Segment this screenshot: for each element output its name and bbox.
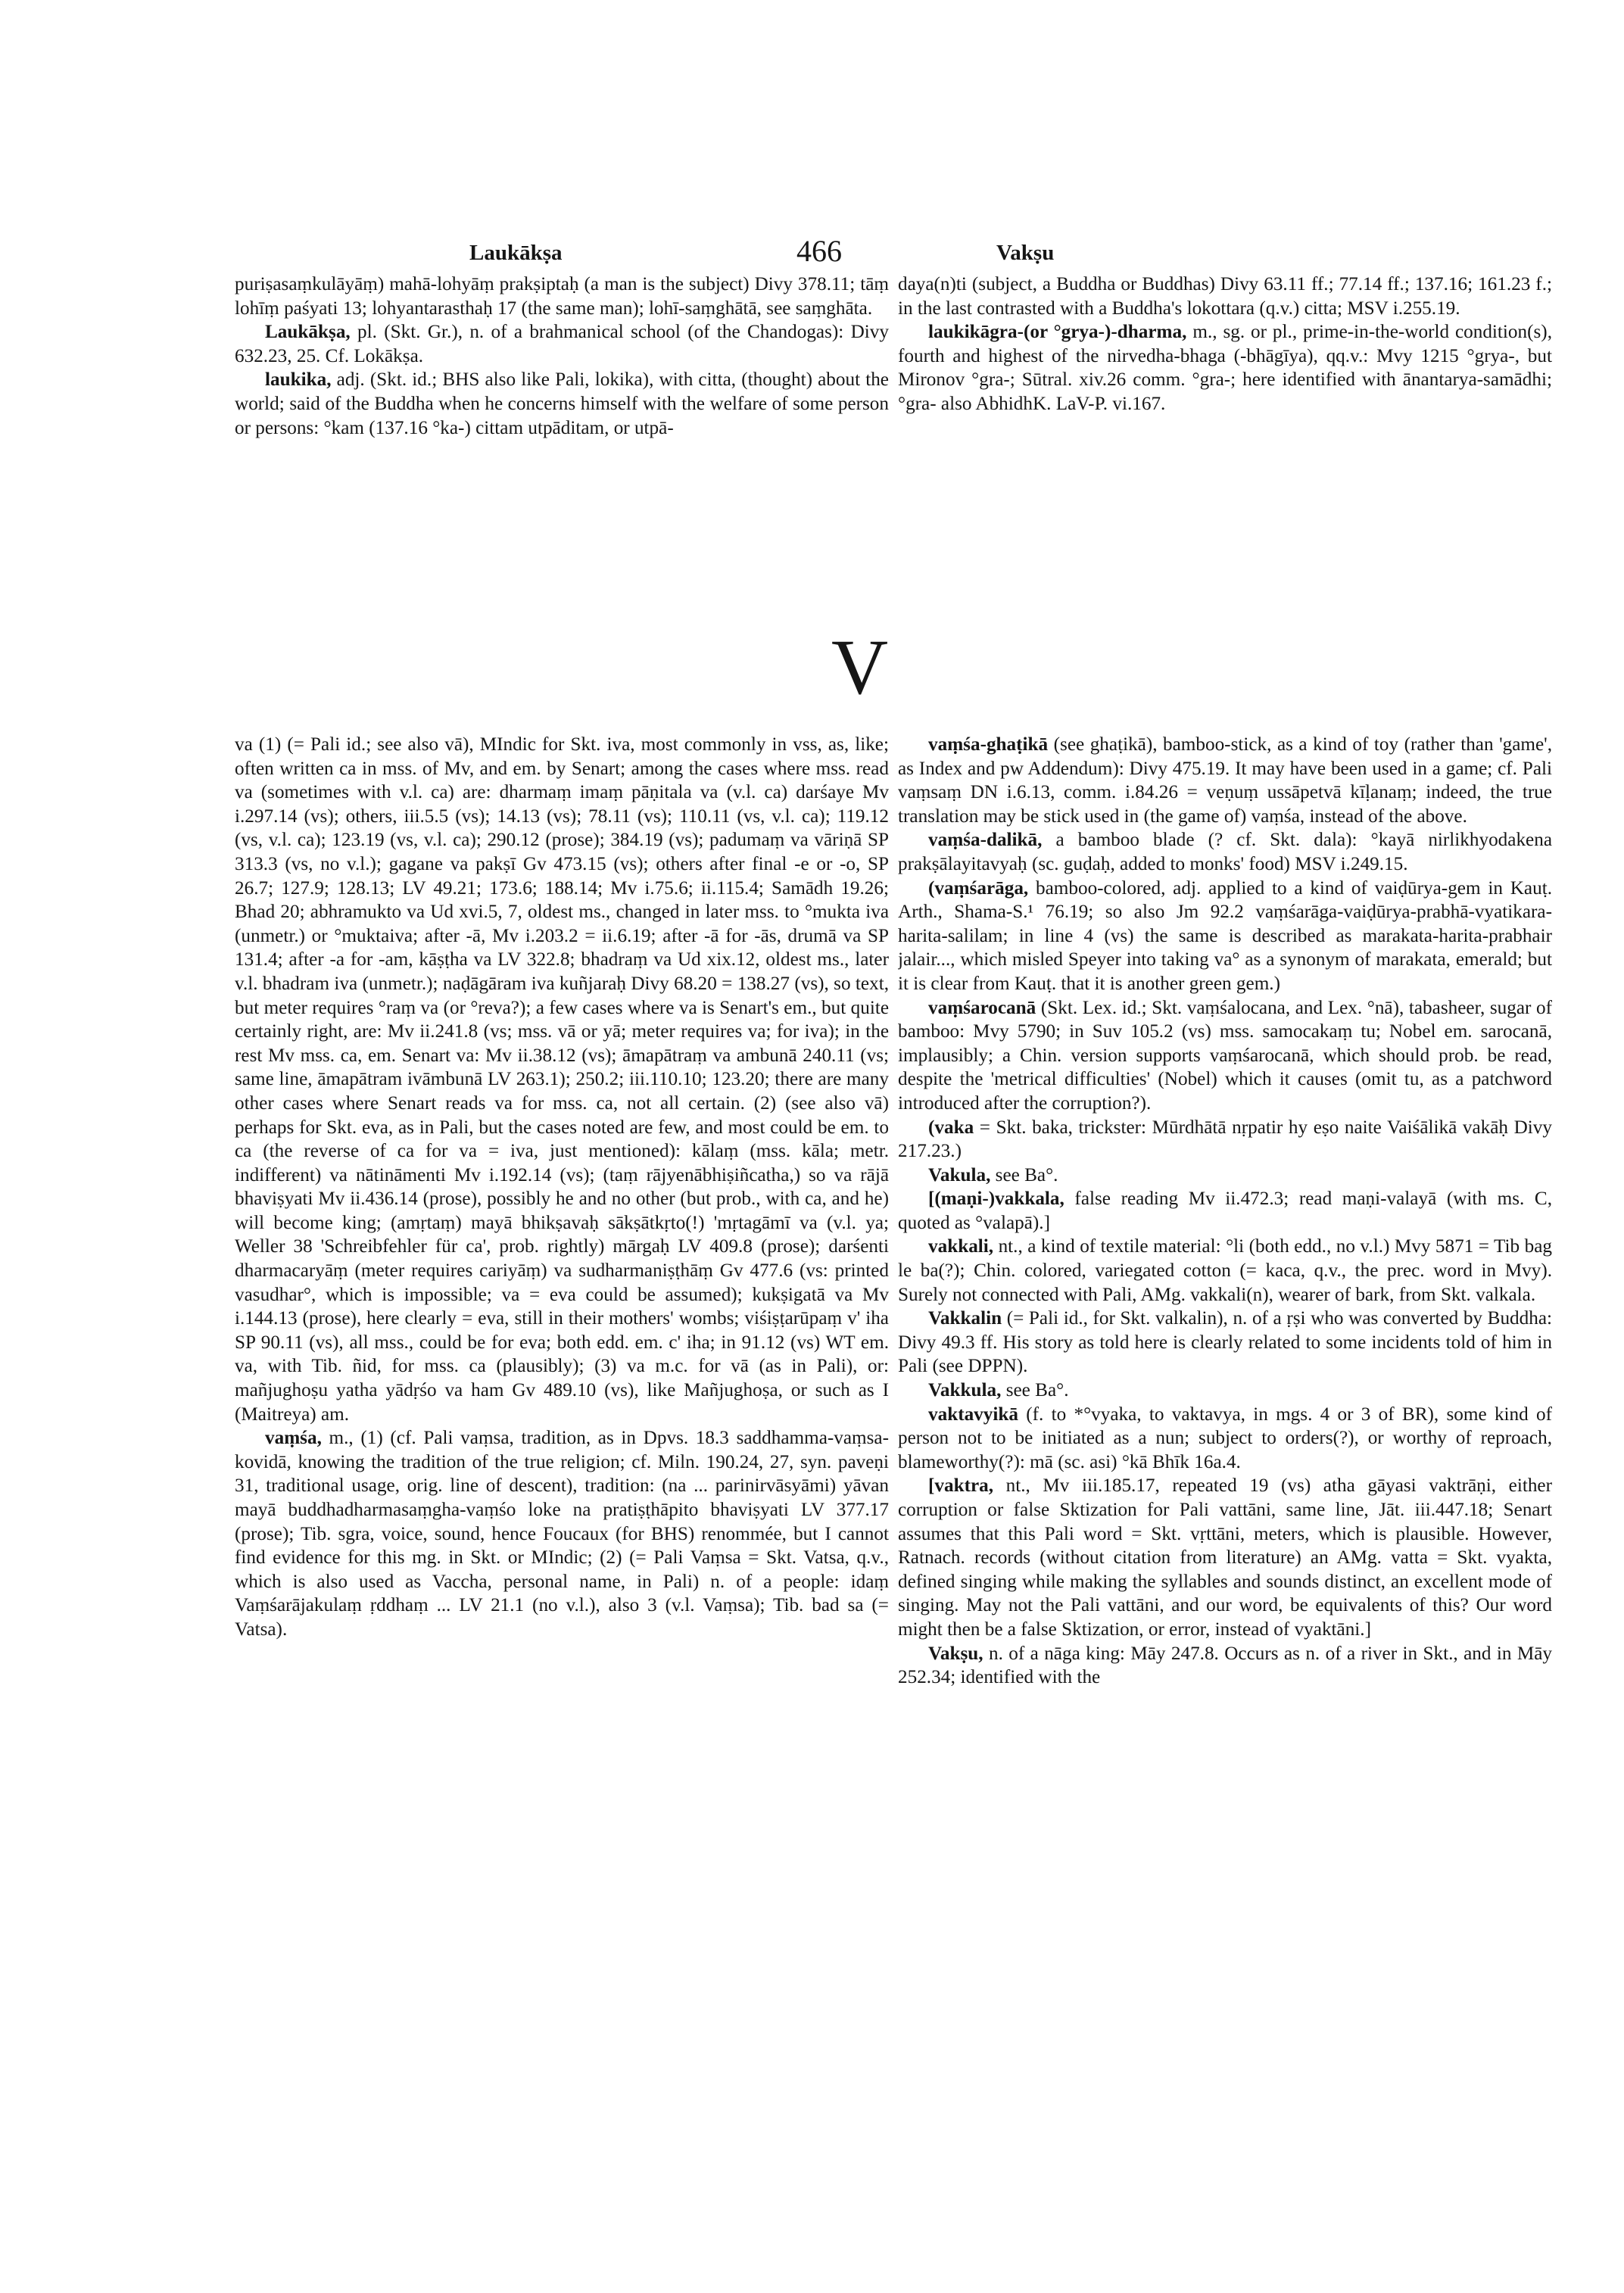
entry-body: nt., Mv iii.185.17, repeated 19 (vs) atha gāyasi vaktrāṇi, either corruption or false Sktization for Pali vattāni, same line, Jāt. iii.447.18; Senart assumes that this Pali word = Skt. vṛttāni, meters, which is plausible. However, Ratnach. records (without citation from literature) an AMg. vatta = Skt. vyakta, defined singing while making the syllables and sounds distinct, an excellent mode of singing. May not the Pali vattāni, and our word, be equivalents of this? Our word might then be a false Sktization, or error, instead of vyaktāni.] [898,1475,1552,1640]
dictionary-entry [898,1307,1552,1379]
entry-body: va (1) (= Pali id.; see also vā), MIndic for Skt. iva, most commonly in vss, as, like; often written ca in mss. of Mv, and em. by Senart; among the cases where mss. read va (sometimes with v.l. ca) are: dharmaṃ imaṃ pāṇitala va (v.l. ca) darśaye Mv i.297.14 (vs); others, iii.5.5 (vs); 14.13 (vs); 78.11 (vs); 110.11 (vs, v.l. ca); 119.12 (vs, v.l. ca); 123.19 (vs, v.l. ca); 290.12 (prose); 384.19 (vs); padumaṃ va vāriṇā SP 313.3 (vs, no v.l.); gagane va pakṣī Gv 473.15 (vs); others after final -e or -o, SP 26.7; 127.9; 128.13; LV 49.21; 173.6; 188.14; Mv i.75.6; ii.115.4; Samādh 19.26; Bhad 20; abhramukto va Ud xvi.5, 7, oldest ms., changed in later mss. to °mukta iva (unmetr.) or °muktaiva; after -ā, Mv i.203.2 = ii.6.19; after -ā for -ās, drumā va SP 131.4; after -a for -am, kāṣṭha va LV 322.8; bhadraṃ va Ud xix.12, oldest ms., later v.l. bhadram iva (unmetr.); naḍāgāram iva kuñjaraḥ Divy 68.20 = 138.27 (vs), so text, but meter requires °raṃ va (or °reva?); a few cases where va is Senart's em., but quite certainly right, are: Mv ii.241.8 (vs; mss. vā or yā; meter requires va; for iva); in the rest Mv mss. ca, em. Senart va: Mv ii.38.12 (vs); āmapātraṃ va ambunā 240.11 (vs; same line, āmapātram ivāmbunā LV 263.1); 250.2; iii.110.10; 123.20; there are many other cases where Senart reads va for mss. ca, not all certain. (2) (see also vā) perhaps for Skt. eva, as in Pali, but the cases noted are few, and most could be em. to ca (the reverse of ca for va = iva, just mentioned): kālaṃ (mss. kāla; metr. indifferent) va nātināmenti Mv i.192.14 (vs); (taṃ rājyenābhiṣiñcatha,) so va rājā bhaviṣyati Mv ii.436.14 (prose), possibly he and no other (but prob., with ca, and he) will become king; (amṛtaṃ) mayā bhikṣavaḥ sākṣātkṛto(!) 'mṛtagāmī va (v.l. ya; Weller 38 'Schreibfehler für ca', prob. rightly) mārgaḥ LV 409.8 (prose); darśenti dharmacaryāṃ (meter requires cariyāṃ) va sudharmaniṣṭhāṃ Gv 477.6 (vs: printed vasudhar°, which is impossible; va = eva could be assumed); kukṣigatā va Mv i.144.13 (prose), here clearly = eva, still in their mothers' wombs; viśiṣṭarūpaṃ v' iha SP 90.11 (vs), all mss., could be for eva; both edd. em. c' iha; in 91.12 (vs) WT em. va, with Tib. ñid, for mss. ca (plausibly); (3) va m.c. for vā (as in Pali), or: mañjughoṣu yatha yādṛśo va ham Gv 489.10 (vs), like Mañjughoṣa, or such as I (Maitreya) am. [235,734,889,1425]
entry-body: n. of a nāga king: Māy 247.8. Occurs as n. of a river in Skt., and in Māy 252.34; identified with the [898,1643,1552,1688]
entry-body: m., sg. or pl., prime-in-the-world condition(s), fourth and highest of the nirvedha-bhaga (-bhāgīya), qq.v.: Mvy 1215 °grya-, but Mironov °gra-; Sūtral. xiv.26 comm. °gra-; here identified with ānantarya-samādhi; °gra- also AbhidhK. LaV-P. vi.167. [898,322,1552,414]
entry-continuation: puriṣasaṃkulāyāṃ) mahā-lohyāṃ prakṣiptaḥ (a man is the subject) Divy 378.11; tāṃ lohīṃ paśyati 13; lohyantarasthaḥ 17 (the same man); lohī-saṃghātā, see saṃghāta. [235,274,889,319]
entry-body: m., (1) (cf. Pali vaṃsa, tradition, as in Dpvs. 18.3 saddhamma-vaṃsa-kovidā, knowing the tradition of the true religion; cf. Miln. 190.24, 27, syn. paveṇi 31, traditional usage, orig. line of descent), tradition: (na ... parinirvāsyāmi) yāvan mayā buddhadharmasaṃgha-vaṃśo loke na pratiṣṭhāpito bhaviṣyati LV 377.17 (prose); Tib. sgra, voice, sound, hence Foucaux (for BHS) renommée, but I cannot find evidence for this mg. in Skt. or MIndic; (2) (= Pali Vaṃsa = Skt. Vatsa, q.v., which is also used as Vaccha, personal name, in Pali) n. of a people: idaṃ Vaṃśarājakulaṃ ṛddhaṃ ... LV 21.1 (no v.l.), also 3 (v.l. Vaṃsa); Tib. bad sa (= Vatsa). [235,1428,889,1640]
entry-body: pl. (Skt. Gr.), n. of a brahmanical school (of the Chandogas): Divy 632.23, 25. Cf. Lokākṣa. [235,322,889,366]
running-head-left: Laukākṣa [469,241,563,265]
dictionary-entry [898,733,1552,828]
entry-body: (see ghaṭikā), bamboo-stick, as a kind of toy (rather than 'game', as Index and pw Addendum): Divy 475.19. It may have been used in a game; cf. Pali vaṃsaṃ DN i.6.13, comm. i.84.26 = veṇuṃ ussāpetvā kīḷanaṃ; indeed, the true translation may be stick used in (the game of) vaṃśa, instead of the above. [898,734,1552,827]
running-head-right: Vakṣu [996,241,1055,265]
dictionary-entry [898,1642,1552,1690]
dictionary-entry [235,368,889,440]
entry-headword: [vaktra, [928,1475,994,1497]
dictionary-entry [898,1379,1552,1403]
dictionary-entry [898,1116,1552,1164]
entry-body: see Ba°. [990,1164,1058,1185]
entry-headword: vaṃśa, [265,1428,322,1449]
entry-headword: vakkali, [928,1236,994,1257]
top-left-column [235,273,889,568]
dictionary-entry [235,1426,889,1641]
dictionary-entry [898,320,1552,416]
entry-body: see Ba°. [1001,1380,1069,1401]
dictionary-entry [898,828,1552,876]
main-right-column [898,733,1552,2133]
entry-headword: vaṃśa-ghaṭikā [928,734,1049,755]
entry-headword: Vakkalin [928,1308,1002,1329]
entry-headword: (vaṃśarāga, [928,877,1029,899]
entry-headword: [(maṇi-)vakkala, [928,1189,1064,1210]
top-right-column [898,273,1552,568]
dictionary-entry [235,733,889,1426]
entry-body: (f. to *°vyaka, to vaktavya, in mgs. 4 or 3 of BR), some kind of person not to be initiated as a nun; subject to orders(?), or worthy of reproach, blameworthy(?): mā (sc. asi) °kā Bhīk 16a.4. [898,1404,1552,1472]
entry-body: (Skt. Lex. id.; Skt. vaṃśalocana, and Lex. °nā), tabasheer, sugar of bamboo: Mvy 5790; in Suv 105.2 (vs) mss. samocakaṃ tu; Nobel em. sarocanā, implausibly; a Chin. version supports vaṃśarocanā, which should prob. be read, despite the 'metrical difficulties' (Nobel) which it causes (omit tu, as a patchword introduced after the corruption?). [898,997,1552,1114]
entry-headword: Vakkula, [928,1380,1002,1401]
entry-headword: Vakṣu, [928,1643,983,1664]
dictionary-entry [235,320,889,368]
entry-headword: (vaka [928,1117,974,1138]
dictionary-entry [898,1474,1552,1641]
dictionary-entry [898,1164,1552,1188]
entry-body: adj. (Skt. id.; BHS also like Pali, lokika), with citta, (thought) about the world; said of the Buddha when he concerns himself with the welfare of some person or persons: °kam (137.16 °ka-) cittam utpāditam, or utpā- [235,369,889,438]
dictionary-entry [898,1235,1552,1307]
dictionary-entry [898,877,1552,996]
entry-headword: laukikāgra-(or °grya-)-dharma, [928,322,1187,343]
entry-body: nt., a kind of textile material: °li (both edd., no v.l.) Mvy 5871 = Tib bag le ba(?); Chin. colored, variegated cotton (= kaca, q.v., the prec. word in Mvy). Surely not connected with Pali, AMg. vakkali(n), wearer of bark, from Skt. valkala. [898,1236,1552,1305]
entry-headword: vaṃśarocanā [928,997,1036,1018]
entry-continuation: daya(n)ti (subject, a Buddha or Buddhas) Divy 63.11 ff.; 77.14 ff.; 137.16; 161.23 f.; in the last contrasted with a Buddha's lokottara (q.v.) citta; MSV i.255.19. [898,274,1552,319]
entry-body: = Skt. baka, trickster: Mūrdhātā nṛpatir hy eṣo naite Vaiśālikā vakāḥ Divy 217.23.) [898,1117,1552,1162]
section-letter: V [831,624,889,711]
entry-headword: laukika, [265,369,332,391]
entry-headword: Vakula, [928,1164,991,1185]
main-left-column [235,733,889,2133]
entry-body: bamboo-colored, adj. applied to a kind of vaiḍūrya-gem in Kauṭ. Arth., Shama-S.¹ 76.19; so also Jm 92.2 vaṃśarāga-vaiḍūrya-prabhā-vyatikara-harita-salilam; in line 4 (vs) the same is described as marakata-harita-prabhair jalair..., which misled Speyer into taking va° as a synonym of marakata, emerald; but it is clear from Kauṭ. that it is another green gem.) [898,877,1552,994]
entry-body: a bamboo blade (? cf. Skt. dala): °kayā nirlikhyodakena prakṣālayitavyaḥ (sc. guḍaḥ, added to monks' food) MSV i.249.15. [898,830,1552,874]
entry-body: false reading Mv ii.472.3; read maṇi-valayā (with ms. C, quoted as °valapā).] [898,1189,1552,1233]
dictionary-entry [898,1187,1552,1235]
dictionary-entry [898,996,1552,1116]
dictionary-entry [898,1403,1552,1475]
entry-headword: vaktavyikā [928,1404,1018,1425]
entry-headword: Laukākṣa, [265,322,351,343]
entry-headword: vaṃśa-dalikā, [928,830,1043,851]
page-number: 466 [796,234,842,268]
entry-body: (= Pali id., for Skt. valkalin), n. of a ṛṣi who was converted by Buddha: Divy 49.3 ff. His story as told here is clearly related to some incidents told of him in Pali (see DPPN). [898,1308,1552,1377]
